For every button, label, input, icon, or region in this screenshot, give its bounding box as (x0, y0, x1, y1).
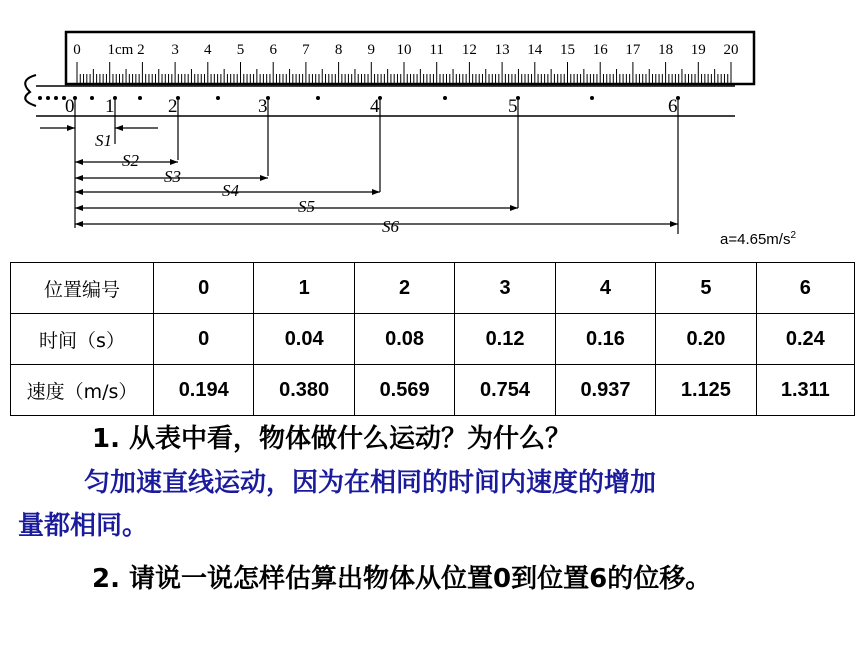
table-cell: 1 (254, 263, 354, 314)
table-cell: 0.12 (455, 314, 555, 365)
table-cell: 0.16 (555, 314, 655, 365)
ruler-number: 4 (204, 42, 212, 58)
ruler-number: 18 (658, 42, 674, 58)
ruler-number: 7 (302, 42, 310, 58)
tape-left-curl (25, 75, 36, 106)
segment-label: S4 (222, 181, 239, 200)
ruler-body (66, 32, 754, 84)
arrow-head (67, 125, 75, 131)
table-row (11, 365, 855, 416)
arrow-head (75, 221, 83, 227)
table-cell: 1.125 (656, 365, 756, 416)
ruler-number: 19 (690, 42, 706, 58)
row-header: 速度（m/s） (11, 365, 154, 416)
segment-label: S1 (95, 131, 112, 150)
arrow-head (372, 189, 380, 195)
segment-labels (95, 131, 400, 236)
ruler-number: 10 (396, 42, 412, 58)
table-cell: 0 (154, 314, 254, 365)
row-header: 时间（s） (11, 314, 154, 365)
ruler-labels (73, 42, 738, 58)
ruler-number: 8 (334, 42, 343, 58)
ruler-number: 11 (429, 42, 444, 58)
data-table (10, 262, 855, 416)
position-label: 6 (668, 96, 678, 117)
arrow-head (260, 175, 268, 181)
segment-label: S2 (122, 151, 139, 170)
table-cell: 0.08 (354, 314, 454, 365)
table-cell: 6 (756, 263, 854, 314)
ruler-number: 20 (723, 42, 739, 58)
table-cell: 4 (555, 263, 655, 314)
acceleration-label: $a=4.65m/s^2$ (720, 230, 797, 248)
table-cell: 0.380 (254, 365, 354, 416)
table-cell: 3 (455, 263, 555, 314)
question-2: 2. 请说一说怎样估算出物体从位置0到位置6的位移。 (92, 564, 712, 594)
ruler-number: 12 (461, 42, 477, 58)
tape-dot (443, 96, 447, 100)
arrow-head (115, 125, 123, 131)
arrow-head (75, 205, 83, 211)
table-cell: 0.937 (555, 365, 655, 416)
position-labels (65, 96, 678, 117)
tape-dots (38, 96, 680, 100)
ruler-tape-figure (0, 0, 860, 255)
ruler-number: 16 (592, 42, 608, 58)
tape-dot (90, 96, 94, 100)
ruler-number: 17 (625, 42, 641, 58)
answer-1-line2: 量都相同。 (18, 511, 149, 541)
arrow-head (75, 159, 83, 165)
ruler-ticks (77, 62, 731, 84)
ruler-number: 5 (236, 42, 245, 58)
arrow-head (510, 205, 518, 211)
tape-dot (38, 96, 42, 100)
arrow-head (670, 221, 678, 227)
ruler-number: 15 (560, 42, 575, 58)
ruler-number: 3 (171, 42, 179, 58)
tape-dot (46, 96, 50, 100)
position-label: 4 (370, 96, 380, 117)
tape-dot (590, 96, 594, 100)
table-cell: 0.569 (354, 365, 454, 416)
ruler-number: 6 (269, 42, 277, 58)
ruler-number: 9 (367, 42, 376, 58)
tape-dot (316, 96, 320, 100)
ruler-number: 1cm 2 (107, 42, 145, 58)
segment-label: S6 (382, 217, 399, 236)
question-1: 1. 从表中看，物体做什么运动？为什么？ (92, 424, 572, 454)
tape-dot (216, 96, 220, 100)
table-cell: 0.04 (254, 314, 354, 365)
answer-1-line1: 匀加速直线运动，因为在相同的时间内速度的增加 (84, 468, 657, 498)
row-header: 位置编号 (11, 263, 154, 314)
arrow-head (75, 175, 83, 181)
arrow-head (75, 189, 83, 195)
table-cell: 1.311 (756, 365, 854, 416)
table-cell: 0.20 (656, 314, 756, 365)
table-cell: 0.24 (756, 314, 854, 365)
tape-dot (138, 96, 142, 100)
position-label: 1 (105, 96, 115, 117)
table-cell: 0 (154, 263, 254, 314)
position-label: 5 (508, 96, 518, 117)
tape-dot (54, 96, 58, 100)
arrow-head (170, 159, 178, 165)
table-cell: 0.194 (154, 365, 254, 416)
ruler-number: 0 (73, 42, 81, 58)
ruler-number: 13 (494, 42, 510, 58)
ruler-number: 14 (527, 42, 543, 58)
position-label: 0 (65, 96, 75, 117)
segment-label: S5 (298, 197, 315, 216)
table-cell: 0.754 (455, 365, 555, 416)
segment-label: S3 (164, 167, 181, 186)
table-cell: 5 (656, 263, 756, 314)
table-cell: 2 (354, 263, 454, 314)
position-label: 2 (168, 96, 178, 117)
position-label: 3 (258, 96, 268, 117)
table-row (11, 263, 855, 314)
table-row (11, 314, 855, 365)
